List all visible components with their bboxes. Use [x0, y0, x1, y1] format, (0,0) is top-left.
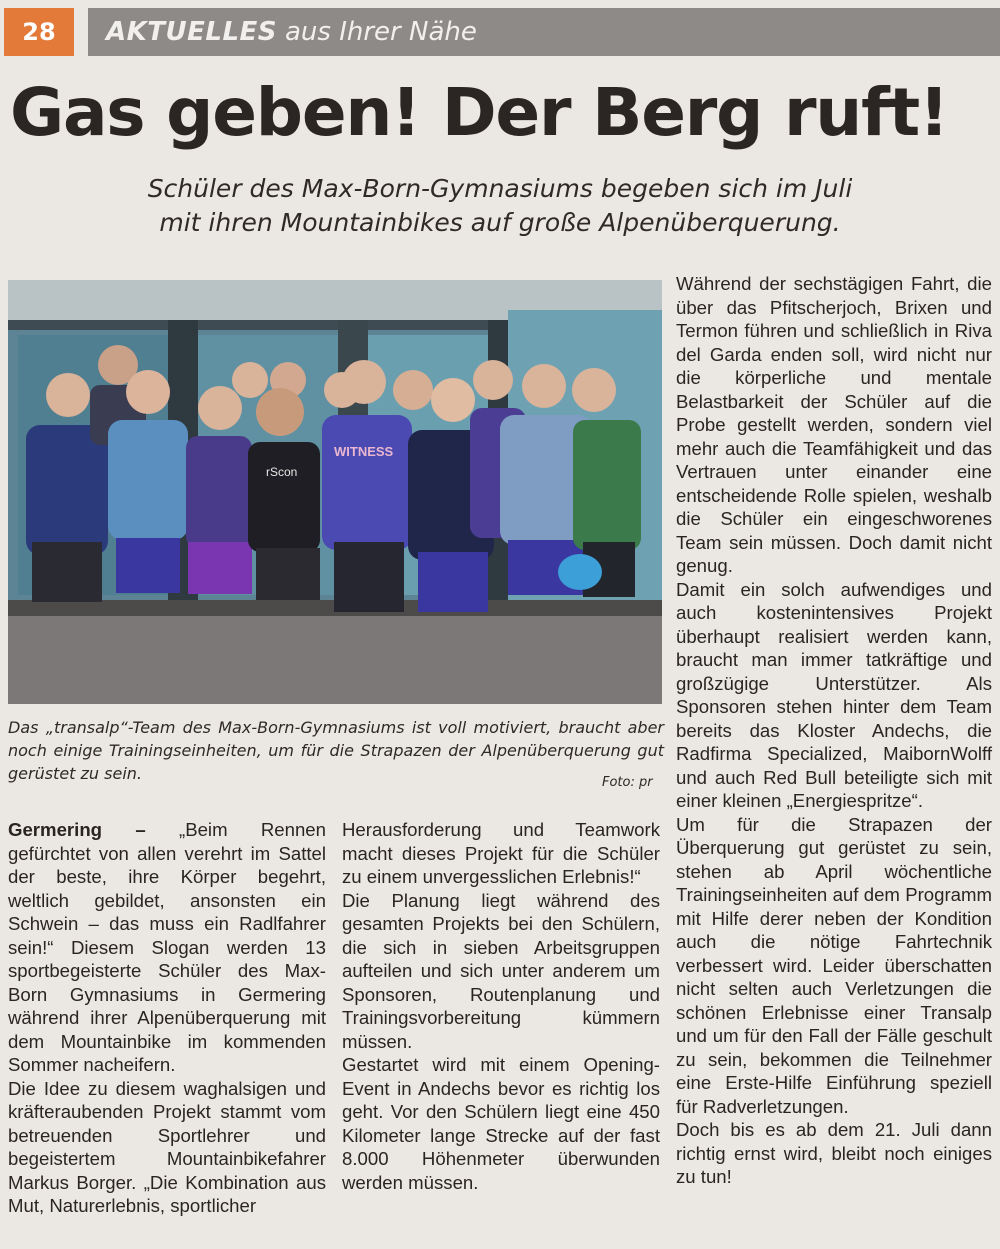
dateline: Germering –	[8, 819, 146, 840]
body-column-1	[8, 818, 326, 1218]
shirt-text-witness: WITNESS	[334, 444, 394, 459]
paragraph-3: Die Planung liegt während des gesamten Projekts bei den Schülern, die sich in sieben Arbeitsgruppen aufteilen und sich unter anderem um Sponsoren, Routenplanung und Trainingsvorbereitung kümmern müssen.	[342, 889, 660, 1052]
section-title-band	[88, 8, 1000, 56]
paragraph-5: Während der sechstägigen Fahrt, die über das Pfitscherjoch, Brixen und Termon führen und schließlich in Riva del Garda enden soll, wird nicht nur die körperliche und mentale Belastbarkeit der Schüler auf die Probe gestellt werden, sondern viel mehr auch die Teamfähigkeit und das Vertrauen unter einander eine entscheidende Rolle spielen, weshalb die Schüler ein eingeschworenes Team sein müssen. Doch damit nicht genug.	[676, 273, 992, 576]
paragraph-2-continued: Herausforderung und Teamwork macht dieses Projekt für die Schüler zu einem unvergesslichen Erlebnis!“	[342, 819, 660, 887]
photo-caption: Das „transalp“-Team des Max-Born-Gymnasiums ist voll motiviert, braucht aber noch einige Trainingseinheiten, um für die Strapazen der Alpenüberquerung gut gerüstet zu sein.	[8, 718, 664, 784]
paragraph-6: Damit ein solch aufwendiges und auch kostenintensives Projekt überhaupt realisiert werden kann, braucht man immer tatkräftige und großzügige Unterstützer. Als Sponsoren stehen hinter dem Team bereits das Kloster Andechs, die Radfirma Specialized, MaibornWolff und auch Red Bull beteiligte sich mit einer kleinen „Energiespritze“.	[676, 578, 992, 811]
paragraph-1-text: „Beim Rennen gefürchtet von allen verehrt im Sattel der beste, ihre Körper begehrt, weltlich gebildet, ansonsten ein Schwein – das muss ein Radlfahrer sein!“ Diesem Slogan werden 13 sportbegeisterte Schüler des Max-Born Gymnasiums in Germering während ihrer Alpenüberquerung mit dem Mountainbike im kommenden Sommer nacheifern.	[8, 819, 326, 1075]
paragraph-1	[8, 818, 326, 1077]
page-number: 28	[4, 8, 74, 56]
shirt-text-rscon: rScon	[266, 465, 298, 479]
body-column-2	[342, 818, 660, 1194]
subhead-line-2: mit ihren Mountainbikes auf große Alpenüberquerung.	[159, 208, 841, 237]
body-column-3	[676, 272, 992, 1189]
photo-credit: Foto: pr	[602, 775, 653, 790]
paragraph-8: Doch bis es ab dem 21. Juli dann richtig ernst wird, bleibt noch einiges zu tun!	[676, 1119, 992, 1187]
article-headline: Gas geben! Der Berg ruft!	[10, 74, 948, 151]
section-title-light: aus Ihrer Nähe	[285, 17, 477, 47]
article-subhead	[0, 172, 1000, 240]
section-title-bold: AKTUELLES	[106, 17, 277, 47]
paragraph-2: Die Idee zu diesem waghalsigen und kräfteraubenden Projekt stammt vom betreuenden Sportlehrer und begeistertem Mountainbikefahrer Markus Borger. „Die Kombination aus Mut, Naturerlebnis, sportlicher	[8, 1077, 326, 1216]
team-photo	[8, 280, 662, 704]
team-photo-illustration	[8, 280, 662, 704]
subhead-line-1: Schüler des Max-Born-Gymnasiums begeben sich im Juli	[147, 174, 853, 203]
paragraph-4: Gestartet wird mit einem Opening-Event in Andechs bevor es richtig los geht. Vor den Schülern liegt eine 450 Kilometer lange Strecke auf der fast 8.000 Höhenmeter überwunden werden müssen.	[342, 1054, 660, 1193]
paragraph-7: Um für die Strapazen der Überquerung gut gerüstet zu sein, stehen ab April wöchentliche Trainingseinheiten auf dem Programm mit Hilfe derer neben der Kondition auch die nötige Fahrtechnik verbessert wird. Leider überschatten nicht selten auch Verletzungen die schönen Erlebnisse einer Transalp und um für den Fall der Fälle geschult zu sein, bekommen die Teilnehmer eine Erste-Hilfe Einführung speziell für Radverletzungen.	[676, 813, 992, 1117]
